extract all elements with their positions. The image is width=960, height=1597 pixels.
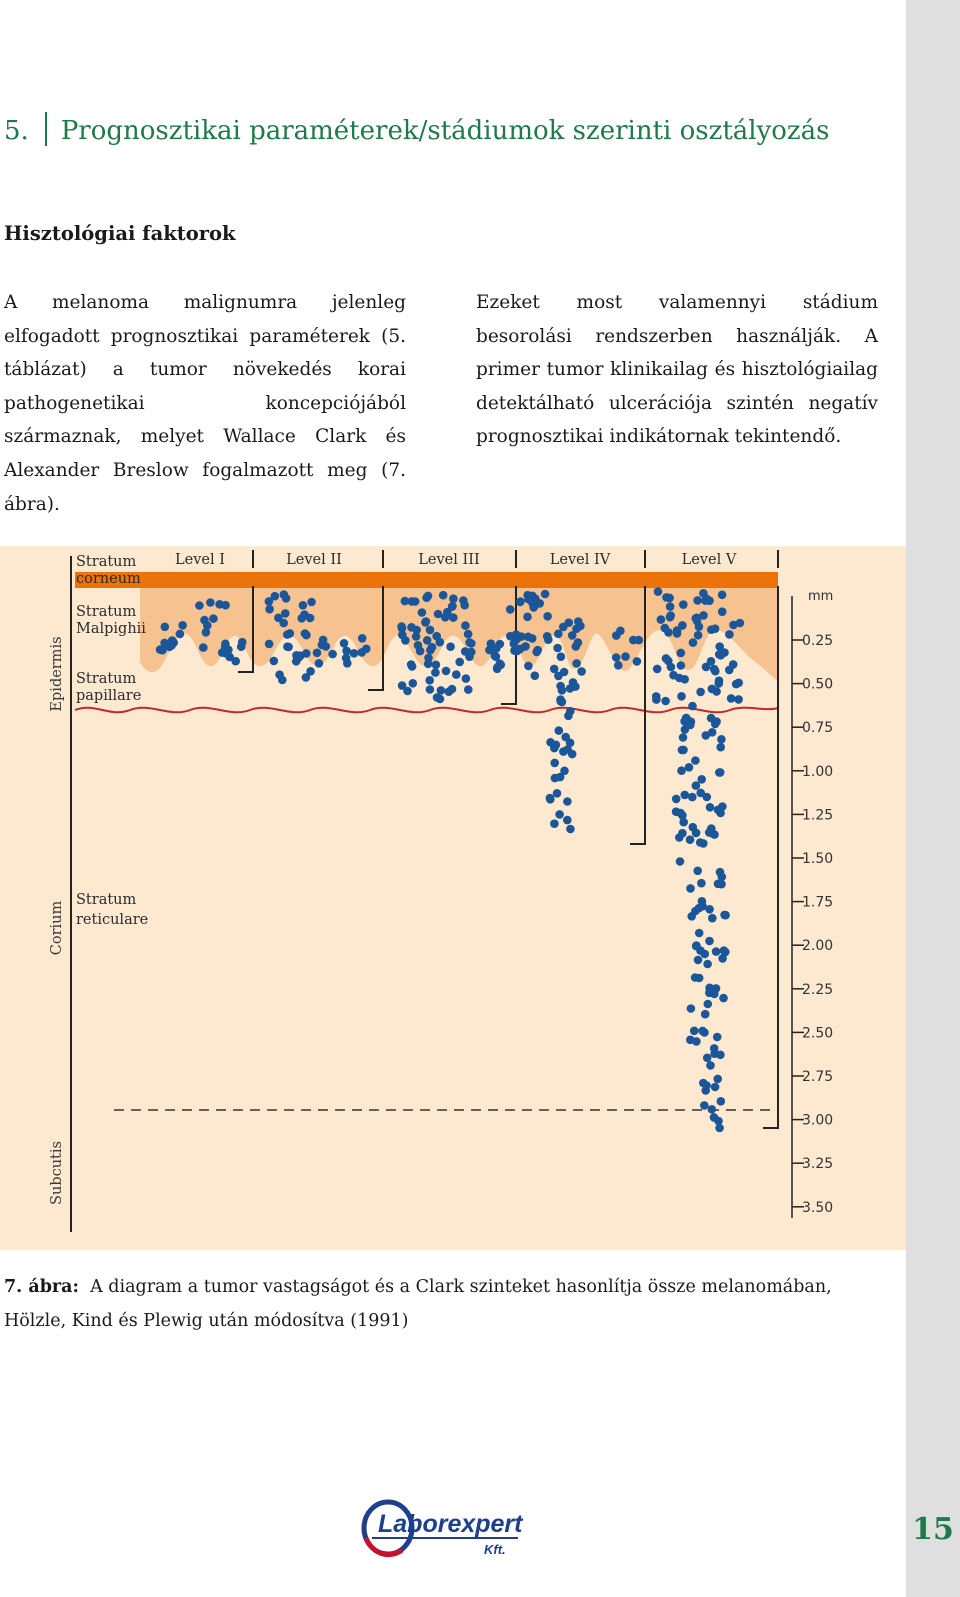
page-number: 15	[912, 1512, 954, 1547]
tumor-cell	[195, 601, 204, 610]
tumor-cell	[203, 621, 212, 630]
tumor-cell	[694, 956, 703, 965]
tumor-cell	[672, 795, 681, 804]
tumor-cell	[546, 738, 555, 747]
tumor-cell	[666, 602, 675, 611]
depth-tick-label: 0.50	[802, 676, 834, 693]
tumor-cell	[426, 685, 435, 694]
tumor-cell	[315, 659, 324, 668]
tumor-cell	[676, 857, 685, 866]
tumor-cell	[340, 639, 349, 648]
tumor-cell	[702, 1081, 711, 1090]
tumor-cell	[553, 789, 562, 798]
tumor-cell	[209, 614, 218, 623]
stratum-reticulare-label-2: reticulare	[76, 912, 149, 928]
tumor-cell	[621, 652, 630, 661]
corium-label: Corium	[49, 900, 65, 956]
tumor-cell	[442, 667, 451, 676]
tumor-cell	[460, 601, 469, 610]
tumor-cell	[715, 679, 724, 688]
tumor-cell	[574, 617, 583, 626]
depth-tick-label: 3.50	[802, 1199, 834, 1216]
tumor-cell	[653, 665, 662, 674]
depth-tick-label: 1.25	[802, 807, 834, 824]
depth-tick-label: 3.00	[802, 1112, 834, 1129]
tumor-cell	[679, 600, 688, 609]
tumor-cell	[176, 630, 185, 639]
tumor-cell	[281, 609, 290, 618]
section-number: 5.	[4, 116, 29, 146]
tumor-cell	[265, 605, 274, 614]
tumor-cell	[531, 671, 540, 680]
tumor-cell	[664, 657, 673, 666]
caption-text: A diagram a tumor vastagságot és a Clark szinteket hasonlítja össze melanomában, Hölzle, Kind és Plewig után módosítva (1991)	[4, 1277, 832, 1331]
tumor-cell	[546, 795, 555, 804]
tumor-cell	[506, 632, 515, 641]
tumor-cell	[719, 994, 728, 1003]
title-divider	[45, 112, 47, 146]
tumor-cell	[691, 973, 700, 982]
tumor-cell	[679, 746, 688, 755]
stratum-corneum-label-2: corneum	[76, 571, 141, 587]
logo-text: Laborexpert	[378, 1510, 523, 1538]
tumor-cell	[566, 707, 575, 716]
tumor-cell	[717, 735, 726, 744]
basement-membrane-line	[75, 708, 778, 713]
tumor-cell	[704, 1000, 713, 1009]
tumor-cell	[516, 597, 525, 606]
tumor-cell	[358, 634, 367, 643]
tumor-cell	[693, 596, 702, 605]
tumor-cell	[551, 774, 560, 783]
tumor-cell	[686, 721, 695, 730]
tumor-cell	[448, 602, 457, 611]
tumor-cell	[178, 621, 187, 630]
tumor-cell	[497, 661, 506, 670]
tumor-cell	[691, 756, 700, 765]
tumor-cell	[436, 638, 445, 647]
tumor-cell	[496, 640, 505, 649]
tumor-cell	[718, 591, 727, 600]
tumor-cell	[302, 673, 311, 682]
stratum-corneum-label-1: Stratum	[76, 554, 137, 570]
tumor-cell	[691, 907, 700, 916]
tumor-cell	[523, 613, 532, 622]
tumor-cell	[215, 600, 224, 609]
tumor-cell	[657, 615, 666, 624]
tumor-cell	[695, 622, 704, 631]
tumor-cell	[708, 914, 717, 923]
tumor-cell	[703, 1054, 712, 1063]
tumor-cell	[705, 937, 714, 946]
tumor-cell	[707, 714, 716, 723]
tumor-cell	[506, 605, 515, 614]
tumor-cell	[563, 816, 572, 825]
tumor-cell	[342, 647, 351, 656]
tumor-cell	[532, 648, 541, 657]
stratum-papillare-label-2: papillare	[76, 688, 142, 704]
figure-caption	[4, 1270, 874, 1338]
tumor-cell	[441, 613, 450, 622]
tumor-cell	[465, 652, 474, 661]
left-column	[4, 286, 406, 521]
tumor-cell	[689, 638, 698, 647]
tumor-cell	[550, 759, 559, 768]
tumor-cell	[692, 781, 701, 790]
tumor-cell	[448, 685, 457, 694]
level-3-label: Level III	[418, 552, 480, 568]
tumor-cell	[535, 599, 544, 608]
tumor-cell	[283, 630, 292, 639]
tumor-cell	[554, 672, 563, 681]
tumor-cell	[446, 642, 455, 651]
tumor-cell	[701, 1010, 710, 1019]
tumor-cell	[716, 743, 725, 752]
tumor-cell	[464, 685, 473, 694]
tumor-cell	[284, 643, 293, 652]
tumor-cell	[426, 626, 435, 635]
tumor-cell	[698, 897, 707, 906]
tumor-cell	[158, 646, 167, 655]
tumor-cell	[421, 618, 430, 627]
right-paragraph: Ezeket most valamennyi stádium besorolási rendszerben használják. A primer tumor klinikailag és hisztológiailag detektálható ulcerációja szintén negatív prognosztikai indikátornak tekintendő.	[476, 292, 878, 448]
tumor-cell	[302, 649, 311, 658]
tumor-cell	[712, 984, 721, 993]
subheading: Hisztológiai faktorok	[4, 222, 236, 245]
tumor-cell	[681, 791, 690, 800]
tumor-cell	[408, 662, 417, 671]
tumor-cell	[718, 873, 727, 882]
tumor-cell	[690, 1027, 699, 1036]
tumor-cell	[437, 686, 446, 695]
tumor-cell	[686, 1036, 695, 1045]
tumor-cell	[439, 591, 448, 600]
caption-label: 7. ábra:	[4, 1277, 79, 1297]
tumor-cell	[712, 947, 721, 956]
tumor-cell	[428, 643, 437, 652]
tumor-cell	[231, 657, 240, 666]
tumor-cell	[716, 809, 725, 818]
tumor-cell	[487, 639, 496, 648]
left-paragraph: A melanoma malignumra jelenleg elfogadott prognosztikai paraméterek (5. táblázat) a tumor növekedés korai pathogenetikai koncepciójából származnak, melyet Wallace Clark és Alexander Breslow fogalmazott meg (7. ábra).	[4, 292, 406, 515]
stratum-reticulare-label-1: Stratum	[76, 892, 137, 908]
depth-tick-label: 1.75	[802, 894, 834, 911]
tumor-cell	[727, 694, 736, 703]
tumor-cell	[705, 596, 714, 605]
depth-tick-label: 1.00	[802, 763, 834, 780]
tumor-cell	[675, 833, 684, 842]
tumor-cell	[732, 680, 741, 689]
tumor-cell	[571, 682, 580, 691]
tumor-cell	[666, 613, 675, 622]
tumor-cell	[407, 623, 416, 632]
tumor-cell	[270, 657, 279, 666]
right-margin-band	[906, 0, 960, 1597]
tumor-cell	[449, 613, 458, 622]
tumor-cell	[574, 638, 583, 647]
tumor-cell	[734, 695, 743, 704]
tumor-cell	[693, 867, 702, 876]
tumor-cell	[712, 687, 721, 696]
tumor-cell	[568, 631, 577, 640]
tumor-cell	[700, 1101, 709, 1110]
tumor-cell	[307, 598, 316, 607]
tumor-cell	[686, 884, 695, 893]
depth-tick-label: 0.25	[802, 633, 834, 649]
level-5-label: Level V	[681, 552, 737, 568]
laborexpert-logo	[350, 1498, 530, 1562]
tumor-cell	[661, 624, 670, 633]
tumor-cell	[424, 654, 433, 663]
tumor-cell	[711, 667, 720, 676]
tumor-cell	[561, 733, 570, 742]
tumor-cell	[714, 1117, 723, 1126]
tumor-cell	[543, 612, 552, 621]
right-column	[476, 286, 878, 454]
tumor-cell	[237, 642, 246, 651]
logo-subtext: Kft.	[484, 1542, 506, 1557]
tumor-cell	[424, 592, 433, 601]
tumor-cell	[398, 631, 407, 640]
tumor-cell	[167, 641, 176, 650]
tumor-cell	[265, 597, 274, 606]
tumor-cell	[313, 649, 322, 658]
stratum-malpighii-label-2: Malpighii	[76, 621, 146, 637]
depth-tick-label: 2.25	[802, 981, 834, 998]
tumor-cell	[729, 660, 738, 669]
level-4-label: Level IV	[549, 552, 611, 568]
tumor-cell	[687, 1004, 696, 1013]
tumor-cell	[614, 661, 623, 670]
tumor-cell	[452, 670, 461, 679]
tumor-cell	[708, 1105, 717, 1114]
tumor-cell	[716, 768, 725, 777]
tumor-cell	[703, 960, 712, 969]
tumor-cell	[432, 661, 441, 670]
tumor-cell	[557, 652, 566, 661]
tumor-cell	[279, 619, 288, 628]
tumor-cell	[661, 697, 670, 706]
tumor-cell	[662, 593, 671, 602]
tumor-cell	[713, 1033, 722, 1042]
tumor-cell	[566, 825, 575, 834]
tumor-cell	[555, 726, 564, 735]
tumor-cell	[692, 614, 701, 623]
tumor-cell	[633, 657, 642, 666]
tumor-cell	[698, 1027, 707, 1036]
tumor-cell	[707, 657, 716, 666]
tumor-cell	[555, 810, 564, 819]
tumor-cell	[696, 838, 705, 847]
depth-tick-label: 2.50	[802, 1025, 834, 1042]
tumor-cell	[688, 793, 697, 802]
tumor-cell	[411, 597, 420, 606]
depth-unit-label: mm	[808, 589, 834, 604]
tumor-cell	[695, 929, 704, 938]
tumor-cell	[710, 1044, 719, 1053]
tumor-cell	[524, 662, 533, 671]
depth-tick-label: 0.75	[802, 720, 834, 737]
tumor-cell	[455, 658, 464, 667]
tumor-cell	[218, 648, 227, 657]
tumor-cell	[616, 627, 625, 636]
tumor-cell	[692, 941, 701, 950]
depth-tick-label: 1.50	[802, 851, 834, 867]
tumor-cell	[697, 879, 706, 888]
tumor-cell	[563, 797, 572, 806]
tumor-cell	[161, 623, 170, 632]
tumor-cell	[558, 686, 567, 695]
tumor-cell	[550, 819, 559, 828]
tumor-cell	[612, 653, 621, 662]
tumor-cell	[398, 681, 407, 690]
tumor-cell	[677, 766, 686, 775]
tumor-cell	[725, 630, 734, 639]
tumor-cell	[677, 692, 686, 701]
tumor-cell	[716, 1051, 725, 1060]
depth-tick-label: 3.25	[802, 1156, 834, 1173]
tumor-cell	[491, 652, 500, 661]
tumor-cell	[560, 767, 569, 776]
tumor-cell	[694, 631, 703, 640]
tumor-cell	[425, 676, 434, 685]
stratum-corneum-bar	[75, 572, 778, 588]
tumor-cell	[559, 623, 568, 632]
tumor-cell	[729, 621, 738, 630]
tumor-cell	[654, 587, 663, 596]
tumor-cell	[697, 775, 706, 784]
subcutis-label: Subcutis	[49, 1141, 65, 1205]
tumor-cell	[713, 1075, 722, 1084]
tumor-cell	[350, 649, 359, 658]
tumor-cell	[685, 763, 694, 772]
tumor-cell	[721, 911, 730, 920]
depth-tick-label: 2.75	[802, 1069, 834, 1085]
tumor-cell	[409, 679, 418, 688]
tumor-cell	[711, 1083, 720, 1092]
tumor-cell	[718, 954, 727, 963]
tumor-cell	[416, 647, 425, 656]
tumor-cell	[703, 793, 712, 802]
logo-svg	[350, 1498, 530, 1562]
tumor-cell	[708, 728, 717, 737]
tumor-cell	[675, 674, 684, 683]
tumor-cell	[199, 643, 208, 652]
tumor-cell	[418, 608, 427, 617]
tumor-cell	[706, 803, 715, 812]
level-2-label: Level II	[286, 552, 342, 568]
tumor-cell	[717, 1097, 726, 1106]
tumor-cell	[318, 641, 327, 650]
tumor-cell	[688, 702, 697, 711]
tumor-cell	[692, 829, 701, 838]
tumor-cell	[556, 695, 565, 704]
tumor-cell	[299, 601, 308, 610]
epidermis-label: Epidermis	[49, 636, 65, 712]
tumor-cell	[553, 644, 562, 653]
tumor-cell	[707, 625, 716, 634]
tumor-cell	[467, 639, 476, 648]
clark-breslow-figure	[0, 546, 906, 1250]
tumor-cell	[302, 631, 311, 640]
tumor-cell	[328, 650, 337, 659]
tumor-cell	[431, 668, 440, 677]
section-title	[4, 112, 829, 146]
tumor-cell	[294, 653, 303, 662]
tumor-cell	[629, 636, 638, 645]
figure-svg	[0, 546, 906, 1250]
tumor-cell	[462, 674, 471, 683]
tumor-cell	[678, 811, 687, 820]
depth-tick-label: 2.00	[802, 938, 834, 955]
tumor-cell	[543, 632, 552, 641]
tumor-cell	[265, 640, 274, 649]
level-1-label: Level I	[175, 552, 225, 568]
tumor-cell	[461, 621, 470, 630]
tumor-cell	[554, 630, 563, 639]
tumor-cell	[707, 824, 716, 833]
tumor-cell	[679, 733, 688, 742]
tumor-cell	[652, 695, 661, 704]
tumor-cell	[275, 670, 284, 679]
section-title-text: Prognosztikai paraméterek/stádiumok szerinti osztályozás	[60, 116, 830, 146]
tumor-cell	[206, 598, 215, 607]
tumor-cell	[300, 610, 309, 619]
tumor-cell	[572, 659, 581, 668]
tumor-cell	[464, 630, 473, 639]
tumor-cell	[706, 1061, 715, 1070]
tumor-cell	[677, 649, 686, 658]
tumor-cell	[673, 626, 682, 635]
tumor-cell	[524, 633, 533, 642]
tumor-cell	[686, 835, 695, 844]
tumor-cell	[718, 607, 727, 616]
tumor-cell	[541, 590, 550, 599]
tumor-cell	[696, 688, 705, 697]
tumor-cell	[677, 661, 686, 670]
stratum-malpighii-label-1: Stratum	[76, 604, 137, 620]
tumor-cell	[221, 640, 230, 649]
tumor-cell	[516, 645, 525, 654]
tumor-cell	[577, 667, 586, 676]
tumor-cell	[717, 880, 726, 889]
tumor-cell	[715, 650, 724, 659]
tumor-cell	[280, 590, 289, 599]
tumor-cell	[449, 594, 458, 603]
stratum-papillare-label-1: Stratum	[76, 671, 137, 687]
tumor-cell	[362, 645, 371, 654]
